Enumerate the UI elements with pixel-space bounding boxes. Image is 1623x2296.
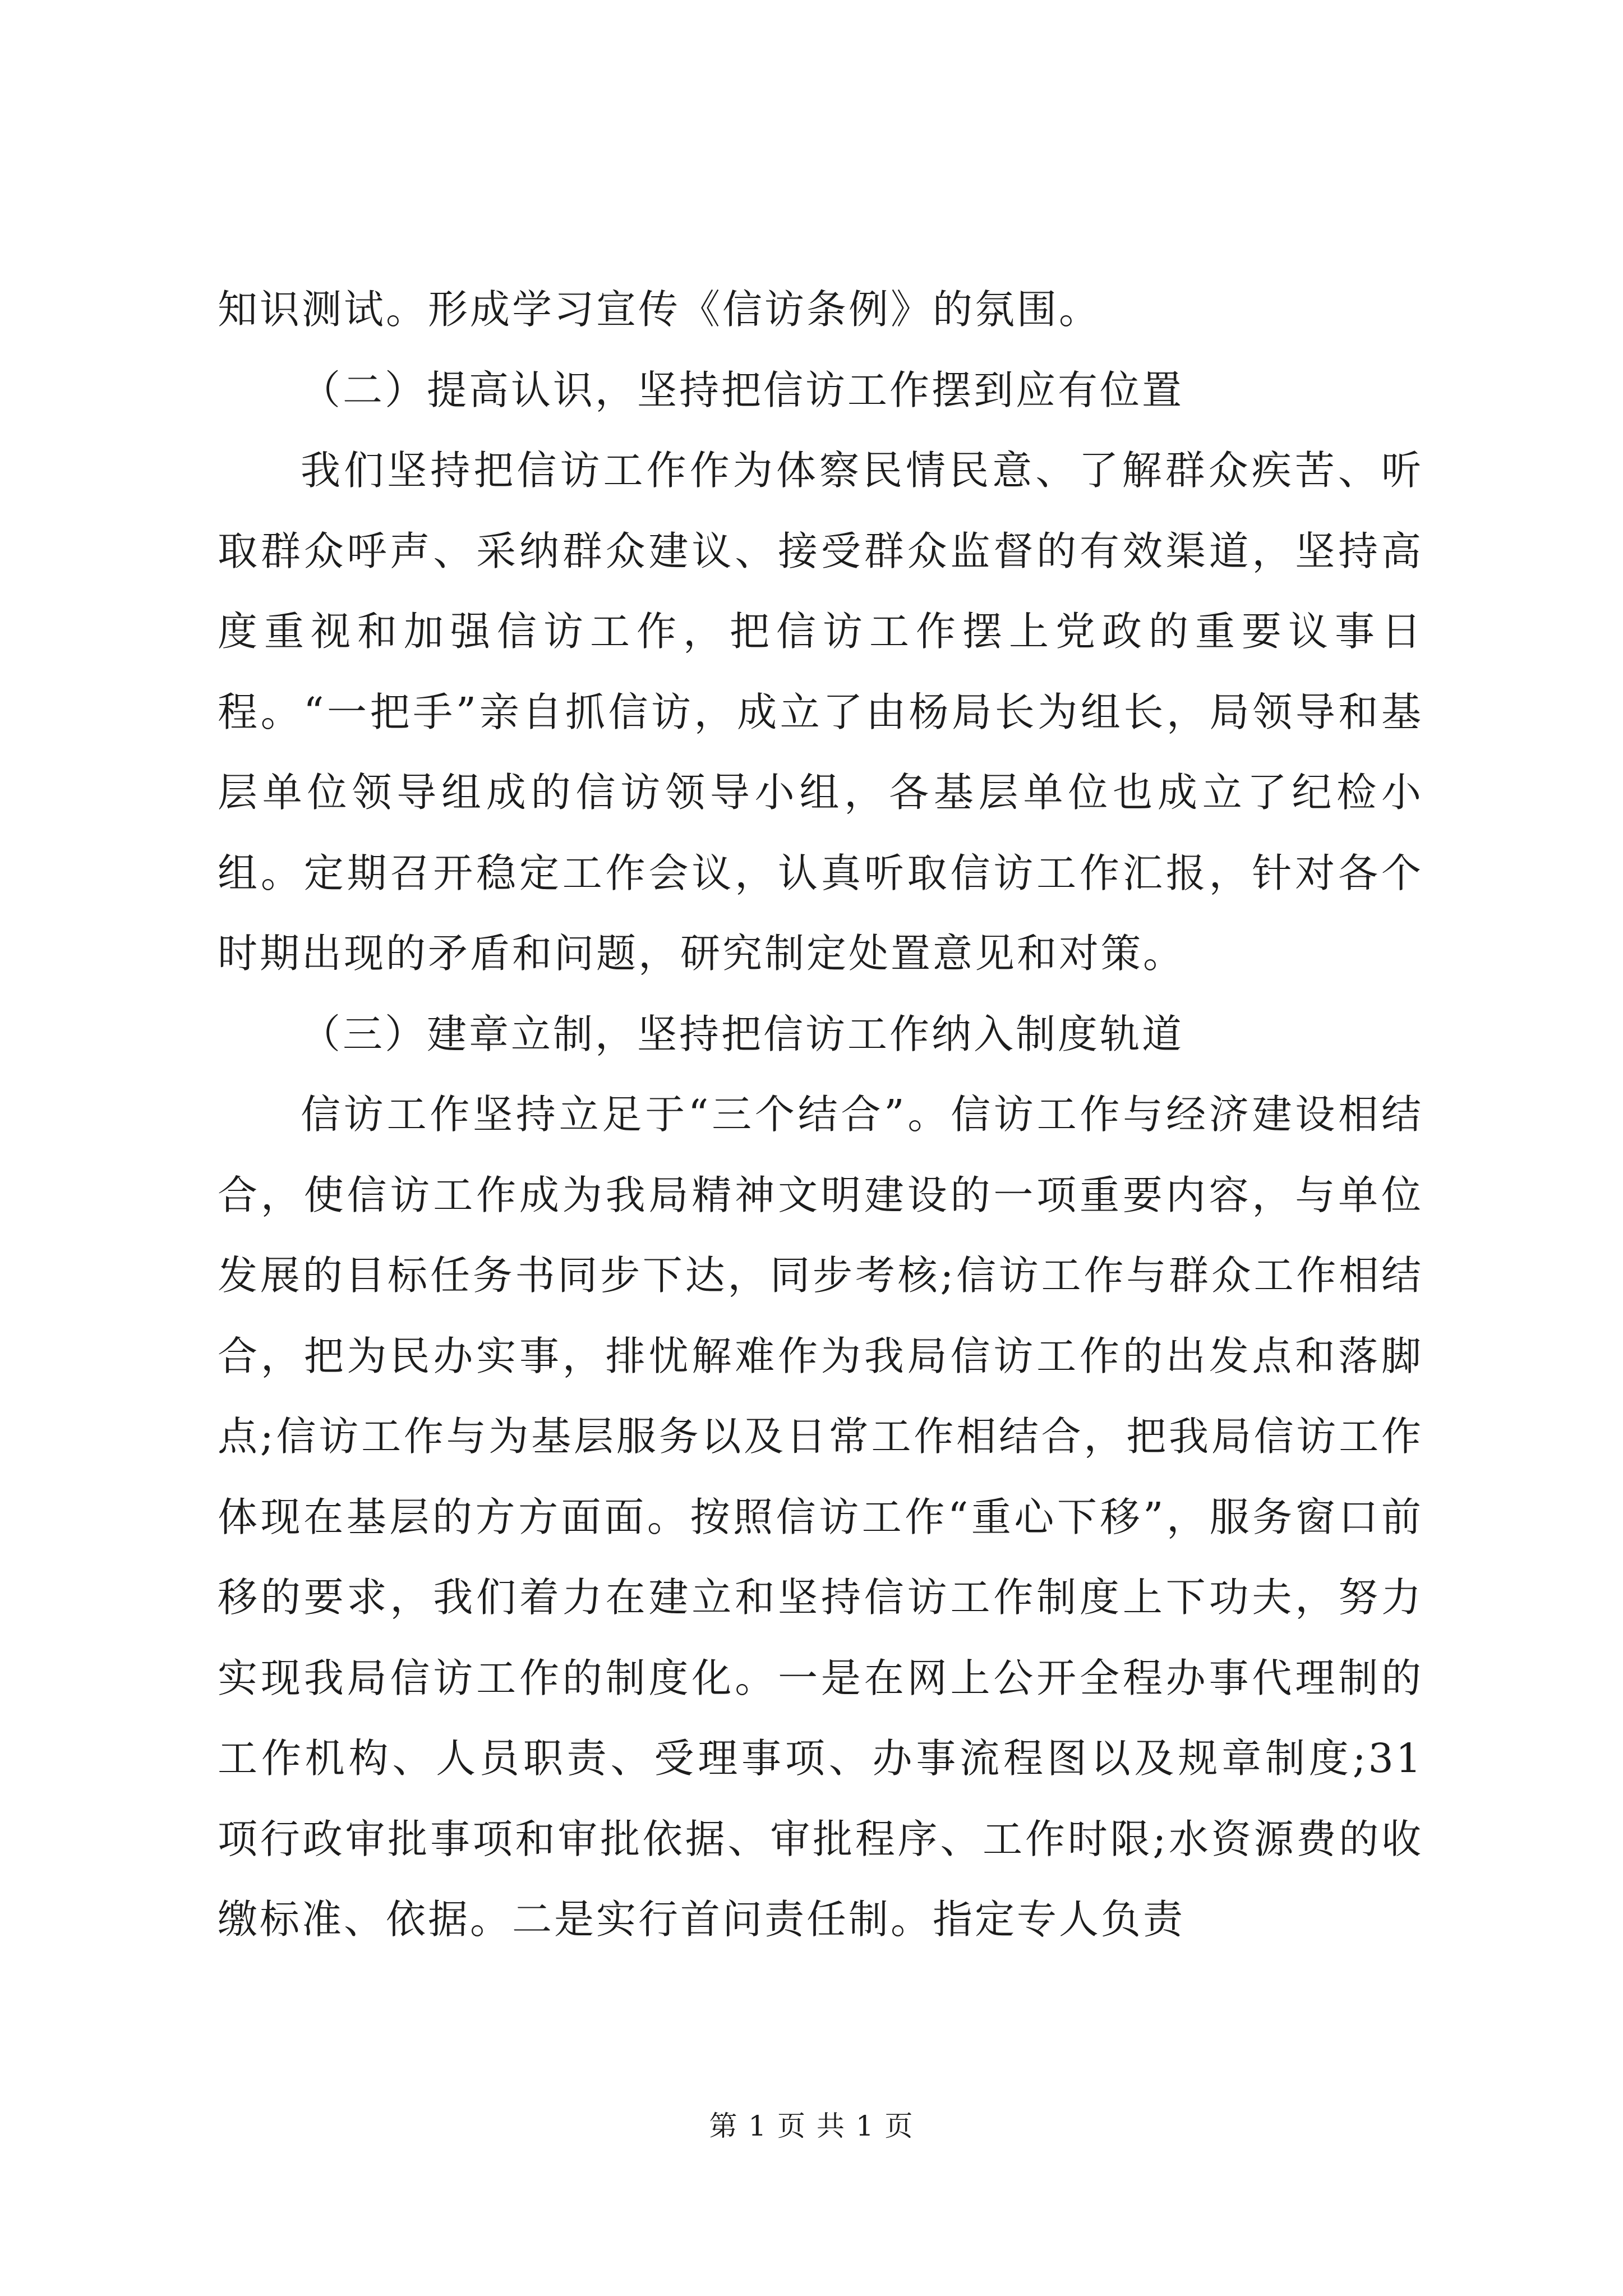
document-body: [218, 269, 1423, 1960]
paragraph-body-1: 我们坚持把信访工作作为体察民情民意、了解群众疾苦、听取群众呼声、采纳群众建议、接受群众监督的有效渠道，坚持高度重视和加强信访工作，把信访工作摆上党政的重要议事日程。“一把手”亲自抓信访，成立了由杨局长为组长，局领导和基层单位领导组成的信访领导小组，各基层单位也成立了纪检小组。定期召开稳定工作会议，认真听取信访工作汇报，针对各个时期出现的矛盾和问题，研究制定处置意见和对策。: [218, 447, 1423, 977]
paragraph-body-2: 信访工作坚持立足于“三个结合”。信访工作与经济建设相结合，使信访工作成为我局精神文明建设的一项重要内容，与单位发展的目标任务书同步下达，同步考核;信访工作与群众工作相结合，把为民办实事，排忧解难作为我局信访工作的出发点和落脚点;信访工作与为基层服务以及日常工作相结合，把我局信访工作体现在基层的方方面面。按照信访工作“重心下移”，服务窗口前移的要求，我们着力在建立和坚持信访工作制度上下功夫，努力实现我局信访工作的制度化。一是在网上公开全程办事代理制的工作机构、人员职责、受理事项、办事流程图以及规章制度;31项行政审批事项和审批依据、审批程序、工作时限;水资源费的收缴标准、依据。二是实行首问责任制。指定专人负责: [218, 1091, 1423, 1943]
section-heading-2: （二）提高认识，坚持把信访工作摆到应有位置: [301, 366, 1184, 413]
paragraph-continuation: 知识测试。形成学习宣传《信访条例》的氛围。: [218, 286, 1101, 333]
section-heading-3: （三）建章立制，坚持把信访工作纳入制度轨道: [301, 1010, 1184, 1057]
page-footer: 第 1 页 共 1 页: [709, 2110, 914, 2142]
